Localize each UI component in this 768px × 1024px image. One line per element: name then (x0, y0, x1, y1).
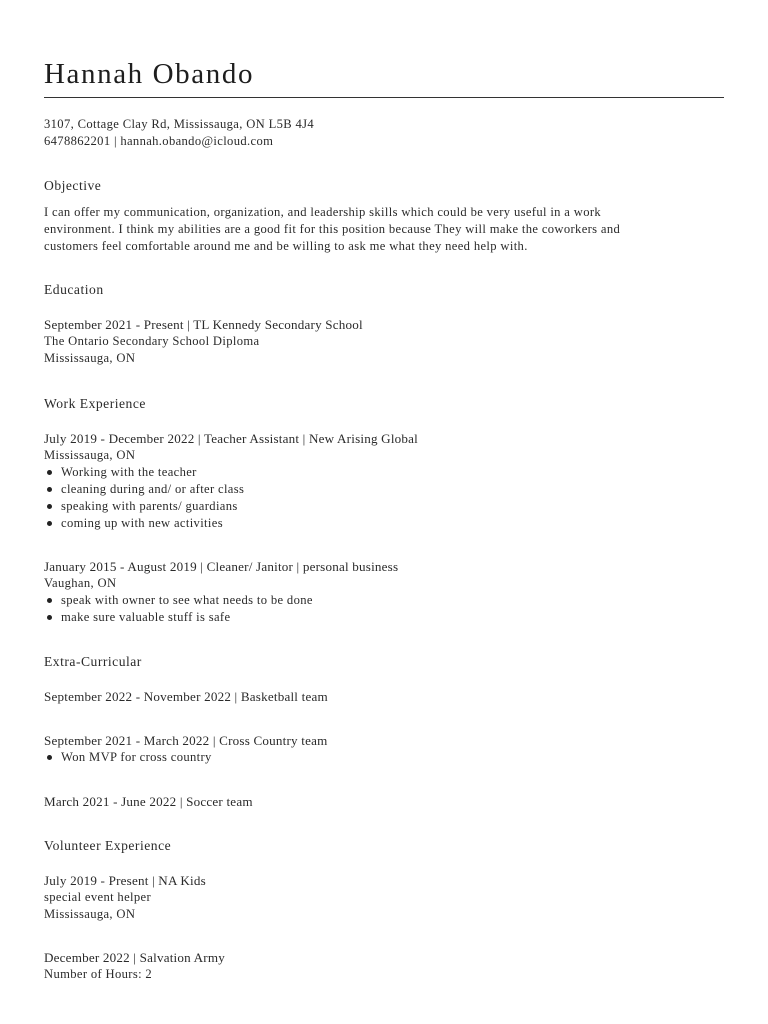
address-line: 3107, Cottage Clay Rd, Mississauga, ON L5B 4J4 (44, 117, 315, 131)
education-heading: Education (44, 282, 104, 297)
bullet-item: speak with owner to see what needs to be done (44, 592, 724, 609)
bullet-list (44, 464, 724, 532)
extracurricular-entry (44, 688, 724, 705)
entry-title: December 2022 | Salvation Army (44, 950, 225, 965)
objective-line: environment. I think my abilities are a good fit for this position because They will make the coworkers and (44, 222, 621, 236)
objective-line: customers feel comfortable around me and be willing to ask me what they need help with. (44, 239, 528, 253)
bullet-list (44, 749, 724, 766)
work-heading: Work Experience (44, 396, 146, 411)
entry-location: Mississauga, ON (44, 448, 136, 462)
extracurricular-entry (44, 793, 724, 810)
contact-line: 6478862201 | hannah.obando@icloud.com (44, 134, 274, 148)
entry-location: Mississauga, ON (44, 907, 136, 921)
entry-location: Vaughan, ON (44, 576, 117, 590)
objective-text (44, 204, 724, 255)
entry-location: Mississauga, ON (44, 351, 136, 365)
entry-detail: The Ontario Secondary School Diploma (44, 334, 260, 348)
resume-page (44, 0, 724, 1024)
bullet-item: coming up with new activities (44, 515, 724, 532)
entry-title: September 2021 - March 2022 | Cross Country team (44, 733, 328, 748)
entry-title: September 2022 - November 2022 | Basketball team (44, 689, 328, 704)
contact-block (44, 116, 724, 150)
bullet-item: cleaning during and/ or after class (44, 481, 724, 498)
objective-heading: Objective (44, 178, 102, 193)
bullet-item: Won MVP for cross country (44, 749, 724, 766)
entry-title: July 2019 - December 2022 | Teacher Assistant | New Arising Global (44, 431, 419, 446)
volunteer-heading: Volunteer Experience (44, 838, 172, 853)
volunteer-entry (44, 949, 724, 983)
entry-title: March 2021 - June 2022 | Soccer team (44, 794, 253, 809)
bullet-item: speaking with parents/ guardians (44, 498, 724, 515)
bullet-list (44, 592, 724, 626)
work-entry (44, 558, 724, 626)
objective-line: I can offer my communication, organization, and leadership skills which could be very useful in a work (44, 205, 602, 219)
volunteer-entry (44, 872, 724, 923)
extracurricular-entry (44, 732, 724, 766)
entry-title: September 2021 - Present | TL Kennedy Secondary School (44, 317, 363, 332)
header-divider (44, 97, 724, 98)
entry-detail: Number of Hours: 2 (44, 967, 153, 981)
extracurricular-heading: Extra-Curricular (44, 654, 142, 669)
entry-detail: special event helper (44, 890, 151, 904)
bullet-item: Working with the teacher (44, 464, 724, 481)
entry-title: July 2019 - Present | NA Kids (44, 873, 206, 888)
resume-name: Hannah Obando (44, 58, 255, 90)
work-entry (44, 430, 724, 532)
education-entry (44, 316, 724, 367)
entry-title: January 2015 - August 2019 | Cleaner/ Janitor | personal business (44, 559, 399, 574)
bullet-item: make sure valuable stuff is safe (44, 609, 724, 626)
